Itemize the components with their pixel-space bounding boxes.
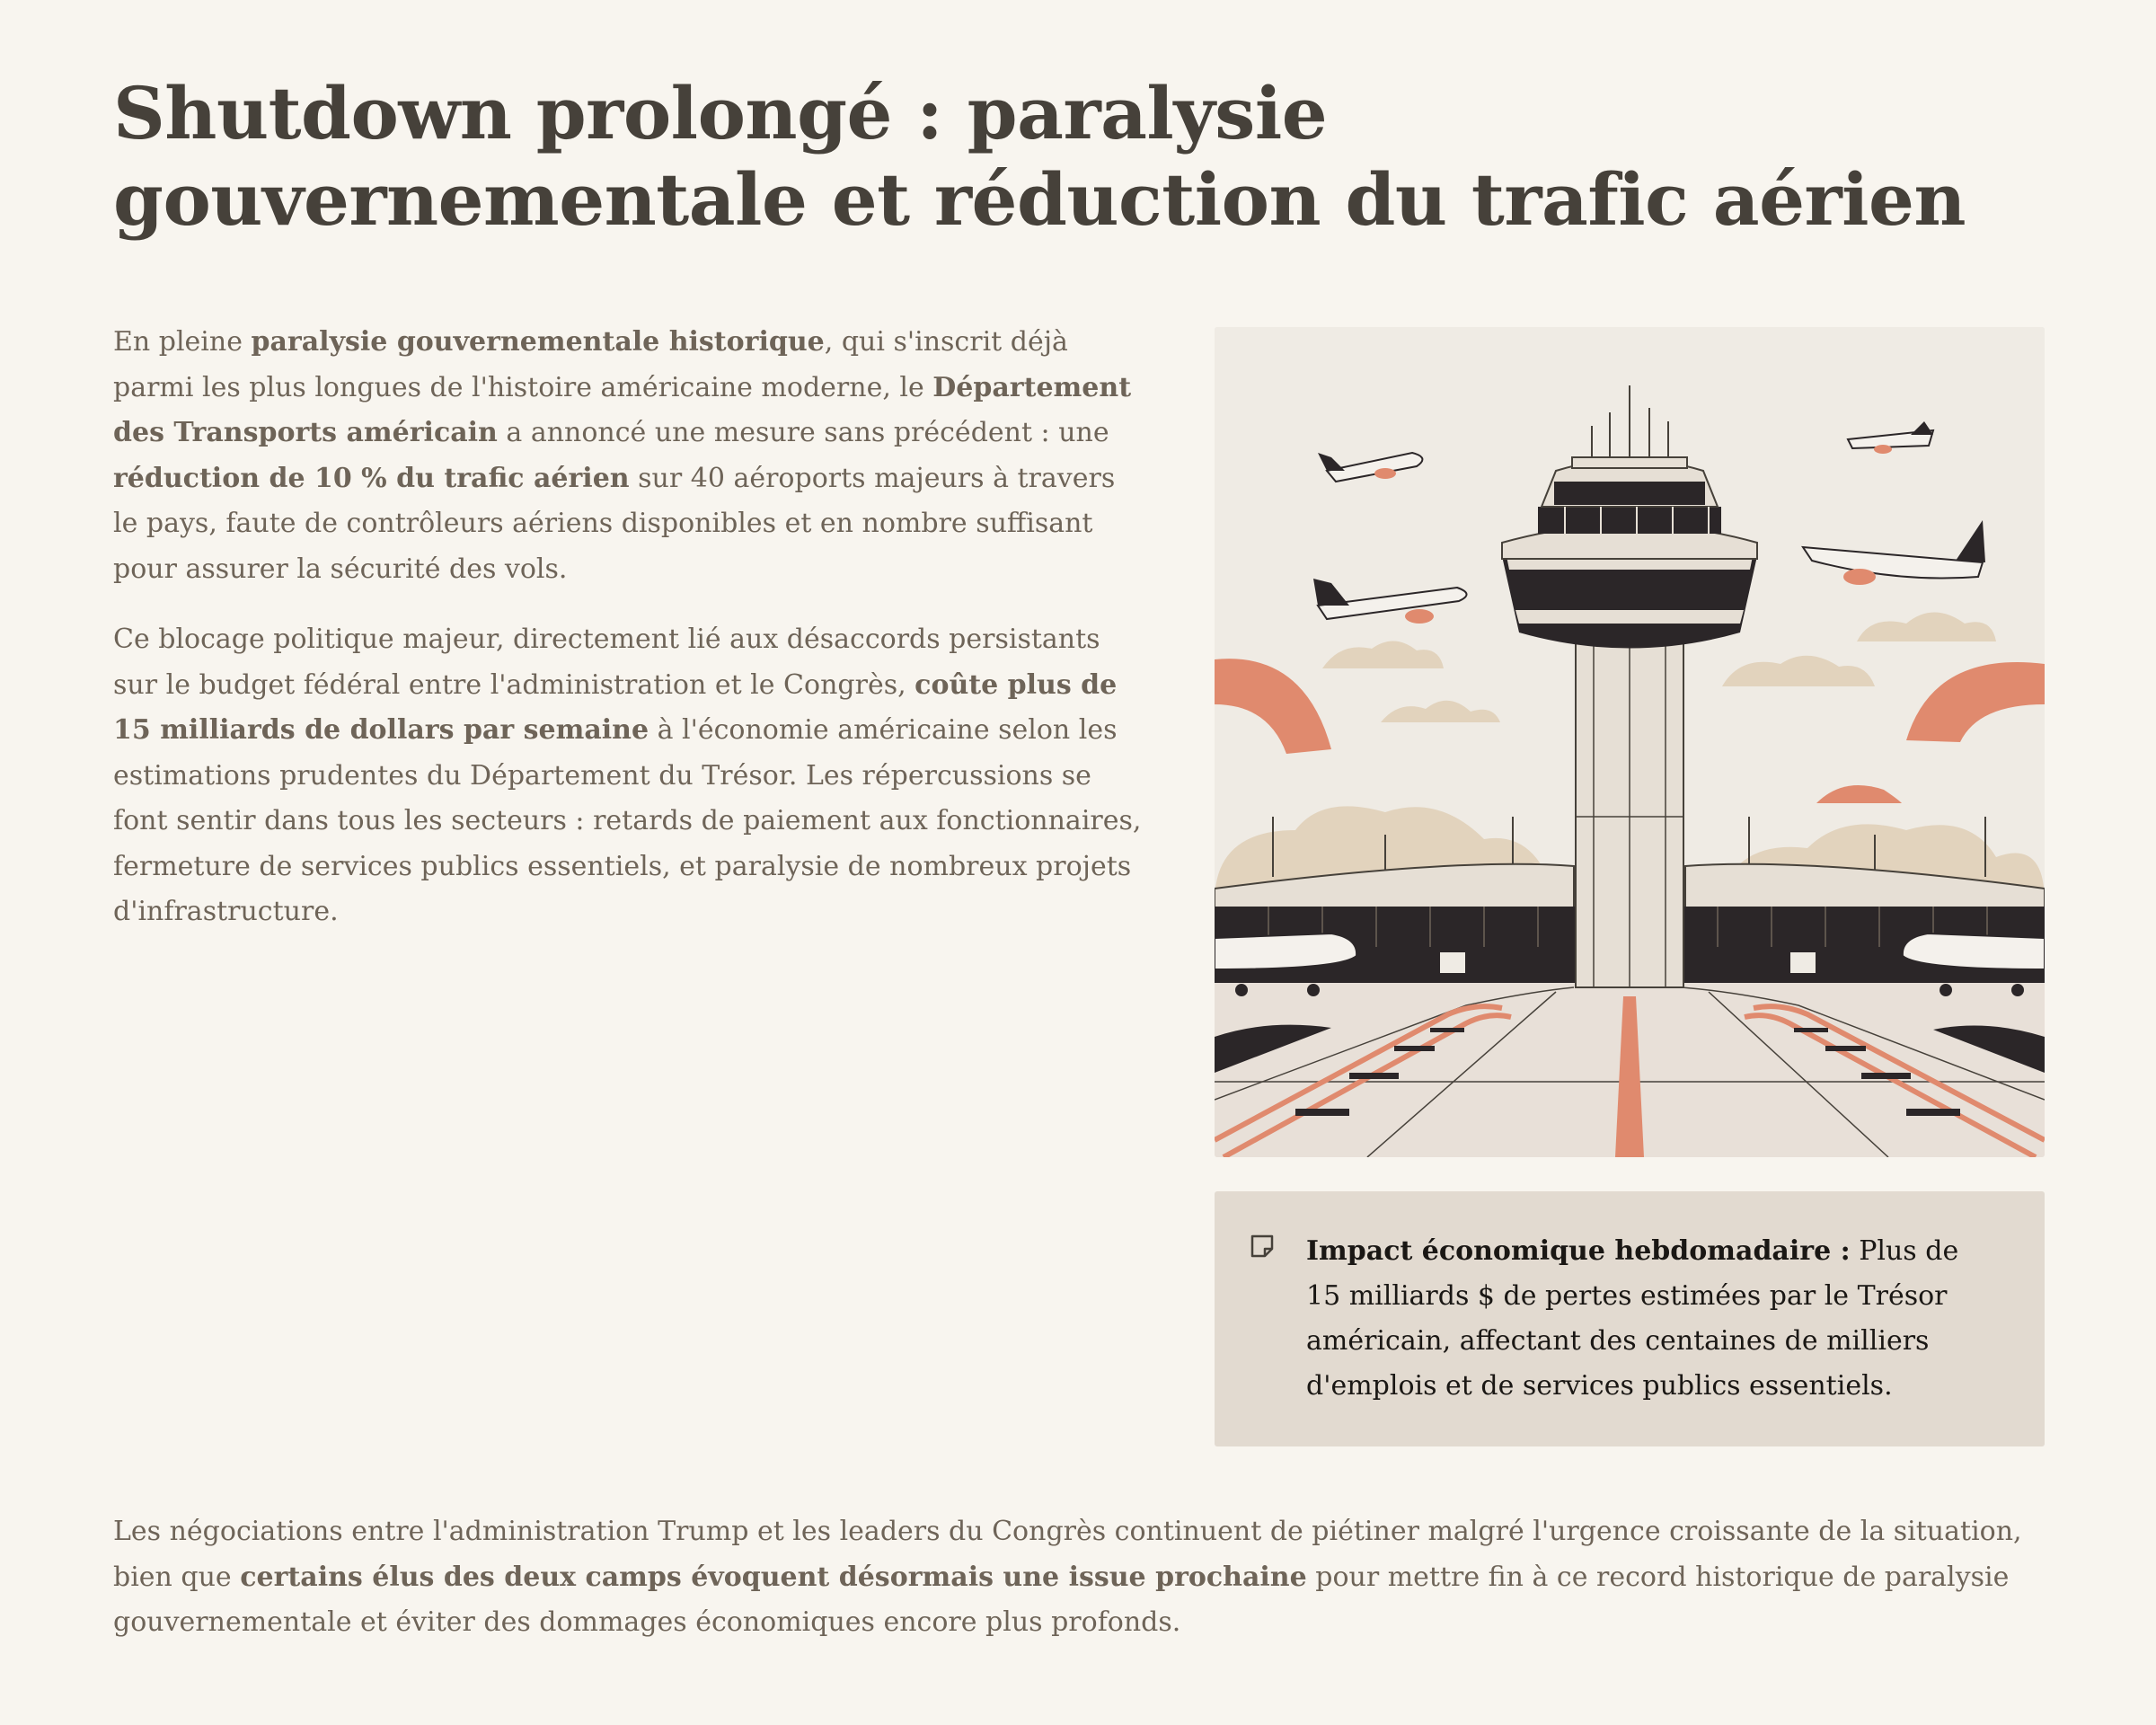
- economic-impact-callout: [1215, 1191, 2045, 1446]
- airport-illustration: [1215, 327, 2045, 1157]
- callout-label: Impact économique hebdomadaire :: [1306, 1235, 1851, 1267]
- paragraph-1: En pleine paralysie gouvernementale historique, qui s'inscrit déjà parmi les plus longues de l'histoire américaine moderne, le Département des Transports américain a annoncé une mesure sans précédent : une réduction de 10 % du trafic aérien sur 40 aéroports majeurs à travers le pays, faute de contrôleurs aériens disponibles et en nombre suffisant pour assurer la sécurité des vols.: [113, 326, 1132, 585]
- closing-paragraph: Les négociations entre l'administration Trump et les leaders du Congrès continuent de piétiner malgré l'urgence croissante de la situation, bien que certains élus des deux camps évoquent désormais une issue prochaine pour mettre fin à ce record historique de paralysie gouvernementale et éviter des dommages économiques encore plus profonds.: [113, 1516, 2022, 1638]
- paragraph-2: Ce blocage politique majeur, directement lié aux désaccords persistants sur le budget fédéral entre l'administration et le Congrès, coûte plus de 15 milliards de dollars par semaine à l'économie américaine selon les estimations prudentes du Département du Trésor. Les répercussions se font sentir dans tous les secteurs : retards de paiement aux fonctionnaires, fermeture de services publics essentiels, et paralysie de nombreux projets d'infrastructure.: [113, 624, 1142, 927]
- article-body: [113, 320, 1146, 960]
- callout-text: Plus de 15 milliards $ de pertes estimées par le Trésor américain, affectant des centaines de milliers d'emplois et de services publics essentiels.: [1306, 1235, 1959, 1402]
- article-title: Shutdown prolongé : paralysie gouvernementale et réduction du trafic aérien: [113, 71, 1966, 242]
- note-icon: [1249, 1233, 1276, 1260]
